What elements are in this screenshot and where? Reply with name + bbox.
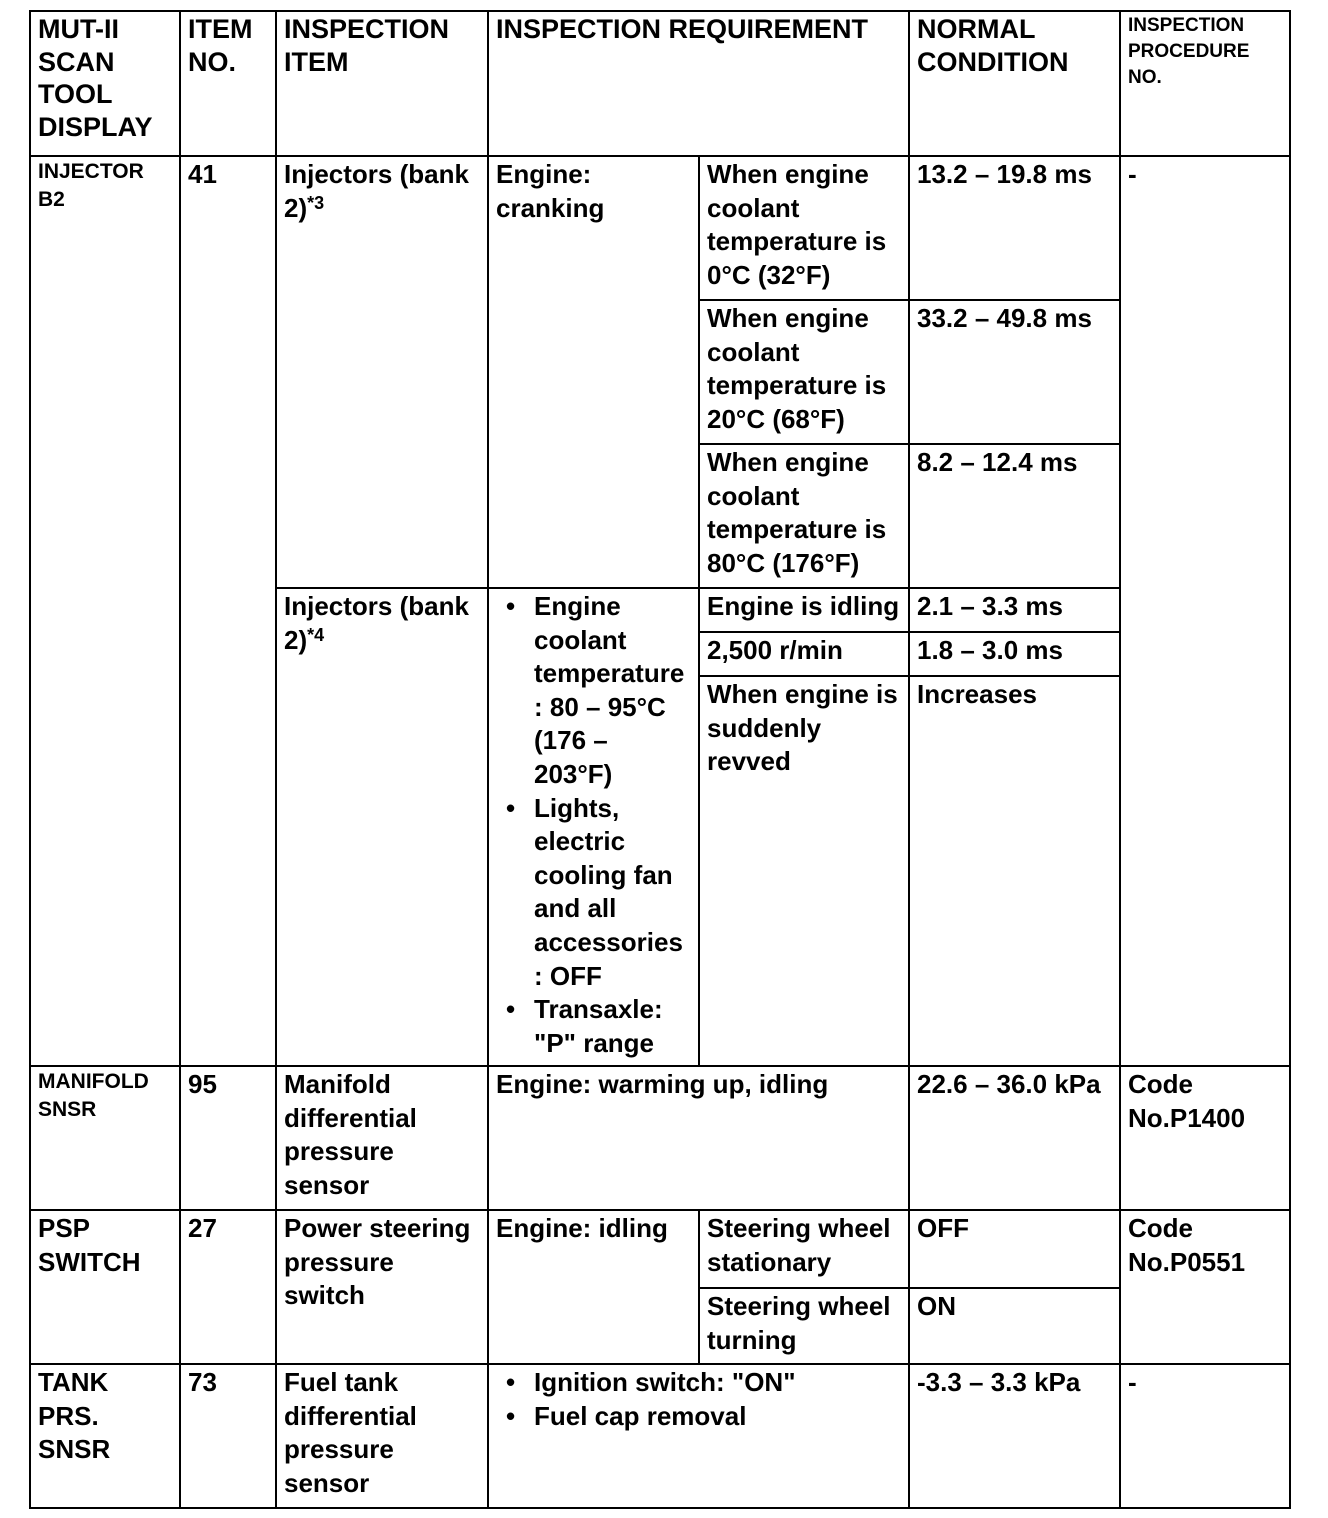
list-item: • Engine coolant temperature : 80 – 95°C (176 – 203°F) bbox=[534, 590, 692, 792]
normal-value: 33.2 – 49.8 ms bbox=[909, 300, 1120, 444]
header-inspection-item: INSPECTION ITEM bbox=[276, 11, 488, 156]
condition-psp: Engine: idling bbox=[488, 1210, 699, 1364]
header-row bbox=[30, 11, 1290, 156]
table-row bbox=[30, 156, 1290, 300]
procedure-tank: - bbox=[1120, 1364, 1290, 1508]
sub-condition: When engine coolant temperature is 0°C (32°F) bbox=[699, 156, 909, 300]
list-item: • Lights, electric cooling fan and all accessories : OFF bbox=[534, 792, 692, 994]
footnote-marker: *4 bbox=[307, 624, 325, 645]
list-item: • Ignition switch: "ON" bbox=[534, 1366, 902, 1400]
sub-condition: When engine is suddenly revved bbox=[699, 676, 909, 1066]
sub-condition: Engine is idling bbox=[699, 588, 909, 632]
header-display: MUT-II SCAN TOOL DISPLAY bbox=[30, 11, 180, 156]
item-no-tank: 73 bbox=[180, 1364, 276, 1508]
procedure-injector: - bbox=[1120, 156, 1290, 1066]
table-row bbox=[30, 1066, 1290, 1210]
normal-value: ON bbox=[909, 1288, 1120, 1364]
sub-condition: When engine coolant temperature is 20°C (68°F) bbox=[699, 300, 909, 444]
normal-value: Increases bbox=[909, 676, 1120, 1066]
inspection-item-manifold: Manifold differential pressure sensor bbox=[276, 1066, 488, 1210]
condition-cranking: Engine: cranking bbox=[488, 156, 699, 588]
item-no-psp: 27 bbox=[180, 1210, 276, 1364]
normal-value: 22.6 – 36.0 kPa bbox=[909, 1066, 1120, 1210]
table-row bbox=[30, 1364, 1290, 1508]
inspection-item-psp: Power steering pressure switch bbox=[276, 1210, 488, 1364]
item-text: Injectors (bank 2) bbox=[284, 159, 469, 223]
normal-value: 8.2 – 12.4 ms bbox=[909, 444, 1120, 588]
table-row bbox=[30, 1210, 1290, 1288]
header-procedure-no: INSPECTION PROCEDURE NO. bbox=[1120, 11, 1290, 156]
sub-condition: Steering wheel stationary bbox=[699, 1210, 909, 1288]
inspection-item-injectors-2 bbox=[276, 588, 488, 1066]
item-no-manifold: 95 bbox=[180, 1066, 276, 1210]
inspection-table bbox=[29, 10, 1291, 1509]
condition-list bbox=[488, 588, 699, 1066]
list-item: • Transaxle: "P" range bbox=[534, 993, 692, 1060]
header-item-no: ITEM NO. bbox=[180, 11, 276, 156]
header-inspection-requirement: INSPECTION REQUIREMENT bbox=[488, 11, 909, 156]
normal-value: OFF bbox=[909, 1210, 1120, 1288]
list-item: • Fuel cap removal bbox=[534, 1400, 902, 1434]
sub-condition: 2,500 r/min bbox=[699, 632, 909, 676]
item-text: Injectors (bank 2) bbox=[284, 591, 469, 655]
display-psp: PSP SWITCH bbox=[30, 1210, 180, 1364]
item-no-injector: 41 bbox=[180, 156, 276, 1066]
inspection-item-injectors-1 bbox=[276, 156, 488, 588]
sub-condition: When engine coolant temperature is 80°C (176°F) bbox=[699, 444, 909, 588]
display-injector: INJECTOR B2 bbox=[30, 156, 180, 1066]
normal-value: -3.3 – 3.3 kPa bbox=[909, 1364, 1120, 1508]
procedure-manifold: Code No.P1400 bbox=[1120, 1066, 1290, 1210]
display-manifold: MANIFOLD SNSR bbox=[30, 1066, 180, 1210]
inspection-item-tank: Fuel tank differential pressure sensor bbox=[276, 1364, 488, 1508]
display-tank: TANK PRS. SNSR bbox=[30, 1364, 180, 1508]
requirement-manifold: Engine: warming up, idling bbox=[488, 1066, 909, 1210]
footnote-marker: *3 bbox=[307, 192, 325, 213]
normal-value: 2.1 – 3.3 ms bbox=[909, 588, 1120, 632]
normal-value: 13.2 – 19.8 ms bbox=[909, 156, 1120, 300]
normal-value: 1.8 – 3.0 ms bbox=[909, 632, 1120, 676]
requirement-tank bbox=[488, 1364, 909, 1508]
header-normal-condition: NORMAL CONDITION bbox=[909, 11, 1120, 156]
sub-condition: Steering wheel turning bbox=[699, 1288, 909, 1364]
procedure-psp: Code No.P0551 bbox=[1120, 1210, 1290, 1364]
